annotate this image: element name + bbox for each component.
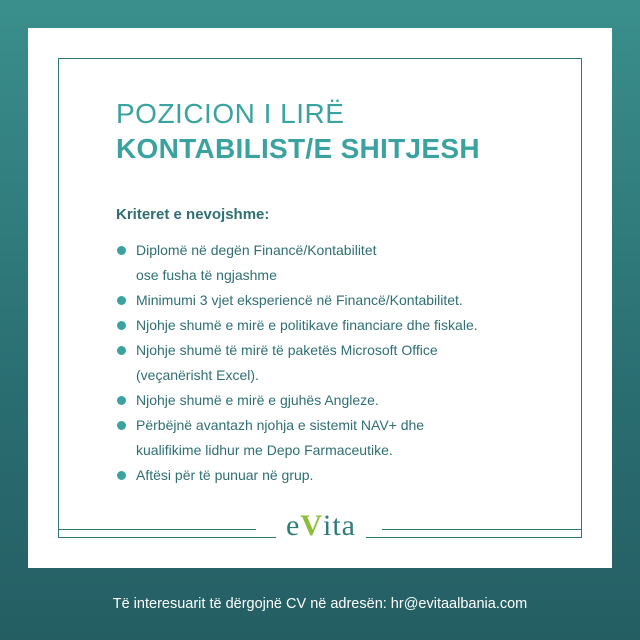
leaf-icon: V <box>300 509 323 542</box>
list-item <box>116 288 556 313</box>
list-item <box>116 313 556 338</box>
bullet-icon <box>117 471 126 480</box>
logo-text-part: e <box>286 509 301 542</box>
list-item-text: ose fusha të ngjashme <box>136 267 277 283</box>
position-title: KONTABILIST/E SHITJESH <box>116 133 480 164</box>
list-item <box>116 463 556 488</box>
logo-text <box>286 509 356 542</box>
divider <box>382 529 582 530</box>
bullet-icon <box>117 346 126 355</box>
bullet-icon <box>117 396 126 405</box>
list-item-text: Minimumi 3 vjet eksperiencë në Financë/Kontabilitet. <box>136 292 463 308</box>
list-item <box>116 388 556 413</box>
criteria-list <box>116 238 556 488</box>
list-item-text: Njohje shumë të mirë të paketës Microsoft Office <box>136 342 438 358</box>
footer-contact: Të interesuarit të dërgojnë CV në adresën: hr@evitaalbania.com <box>112 596 528 612</box>
list-item-text: Njohje shumë e mirë e politikave financiare dhe fiskale. <box>136 317 478 333</box>
logo-text-part: ita <box>323 509 356 542</box>
list-item-text: kualifikime lidhur me Depo Farmaceutike. <box>136 442 393 458</box>
list-item-text: Njohje shumë e mirë e gjuhës Angleze. <box>136 392 379 408</box>
divider <box>58 529 256 530</box>
list-item-text: Aftësi për të punuar në grup. <box>136 467 314 483</box>
list-item <box>116 413 556 463</box>
list-item <box>116 338 556 388</box>
list-item-text: (veçanërisht Excel). <box>136 367 259 383</box>
logo-area <box>58 509 582 542</box>
position-label: POZICION I LIRË <box>116 98 345 129</box>
bullet-icon <box>117 296 126 305</box>
bullet-icon <box>117 246 126 255</box>
list-item-text: Diplomë në degën Financë/Kontabilitet <box>136 242 377 258</box>
list-item-text: Përbëjnë avantazh njohja e sistemit NAV+ dhe <box>136 417 425 433</box>
criteria-heading: Kriteret e nevojshme: <box>116 206 270 223</box>
evita-logo <box>276 506 366 546</box>
bullet-icon <box>117 421 126 430</box>
list-item <box>116 238 556 288</box>
bullet-icon <box>117 321 126 330</box>
